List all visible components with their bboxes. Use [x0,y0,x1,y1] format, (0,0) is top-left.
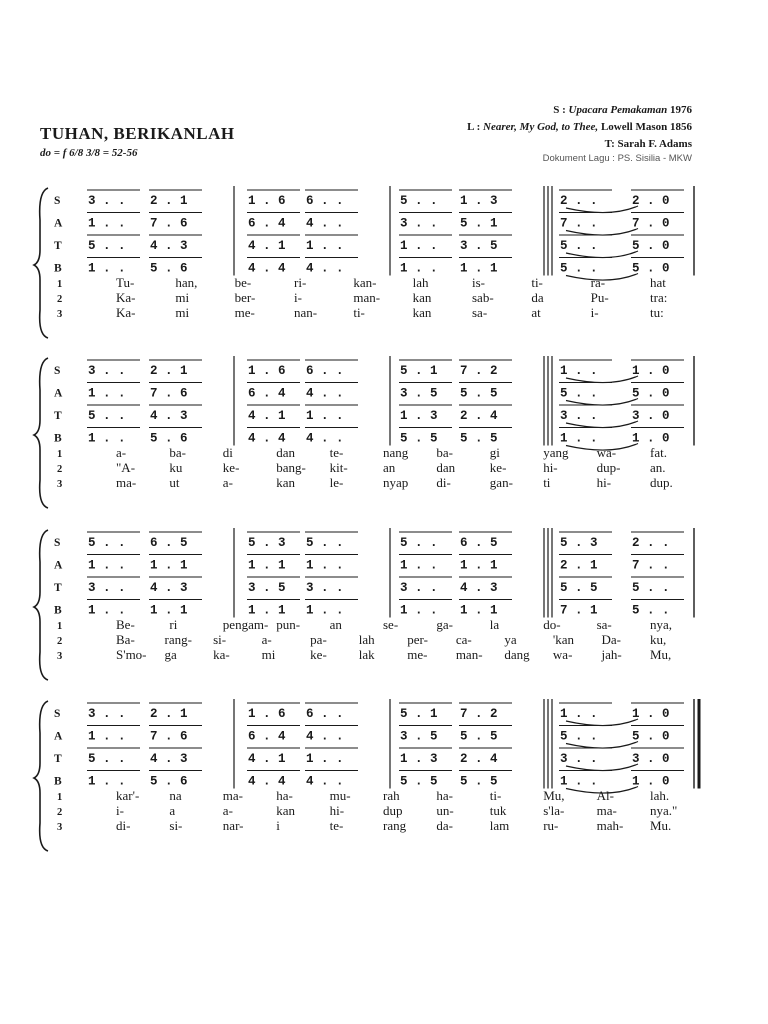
note-group: 2 . . [632,536,670,550]
lyric-syllable: mah- [596,818,624,833]
note-group: 3 . . [88,194,126,208]
note-group: 1 . 3 [400,409,438,423]
note-group: 5 . 6 [150,774,188,789]
note-group: 3 . 5 [248,581,286,595]
lyric-syllable: lak [358,647,375,662]
lyric-syllable: dang [504,647,530,662]
lyric-syllable: lah. [650,788,670,803]
note-group: 1 . . [560,364,598,378]
note-group: 3 . 5 [400,386,438,401]
note-group: 5 . 5 [460,431,498,446]
note-group: 3 . . [306,581,344,595]
lyric-syllable: ma- [116,475,137,490]
note-group: 1 . 1 [460,261,498,276]
lyric-syllable: la [489,617,500,632]
tempo-marking: do = f 6/8 3/8 = 52-56 [40,147,138,159]
verse-number: 3 [57,479,63,490]
note-group: 1 . 6 [248,364,286,378]
note-group: 4 . 3 [150,409,188,423]
lyric-syllable: kan- [353,275,377,290]
lyric-syllable: jah- [601,647,622,662]
lyric-syllable: ga- [436,617,454,632]
verse-number: 3 [57,822,63,833]
verse-number: 2 [57,636,63,647]
lyric-syllable: kan [276,475,295,490]
lyric-syllable: hi- [596,475,612,490]
lyric-syllable: i [276,818,280,833]
lyric-syllable: kit- [329,460,348,475]
note-group: 1 . . [560,774,598,789]
verse-number: 1 [57,449,63,460]
lyric-syllable: i- [294,290,302,305]
note-group: 2 . 1 [150,364,188,378]
note-group: 1 . . [306,558,344,573]
lyric-syllable: lah [358,632,375,647]
note-group: 4 . 1 [248,752,286,766]
lyric-syllable: Tu- [116,275,135,290]
lyric-syllable: ru- [543,818,559,833]
lyric-syllable: hi- [543,460,558,475]
note-group: 5 . 1 [400,364,438,378]
note-group: 1 . 0 [632,707,670,721]
note-group: 7 . 2 [460,707,498,721]
voice-label: S [54,537,61,549]
lyric-syllable: ber- [234,290,256,305]
note-group: 2 . 4 [460,409,498,423]
lyric-syllable: te- [329,818,344,833]
lyric-syllable: i- [590,305,599,320]
lyric-syllable: mi [175,305,190,320]
source-line: S : Upacara Pemakaman 1976 [553,104,692,116]
note-group: 1 . . [88,774,126,789]
lyric-syllable: ri- [294,275,307,290]
lyric-syllable: kar'- [116,788,140,803]
lyric-syllable: gi [489,445,500,460]
note-group: 4 . 4 [248,774,286,789]
voice-label: T [54,240,62,252]
note-group: 1 . . [88,386,126,401]
note-group: 1 . 1 [150,603,188,618]
lyric-syllable: s'la- [543,803,565,818]
lyric-syllable: ke- [222,460,240,475]
voice-label: S [54,708,61,720]
lyric-syllable: yang [543,445,569,460]
lyric-syllable: ga [164,647,177,662]
lyric-syllable: tuk [489,803,507,818]
lyric-syllable: 'kan [552,632,575,647]
note-group: 3 . . [400,216,438,231]
lyric-syllable: nar- [222,818,244,833]
lyric-syllable: ya [504,632,517,647]
note-group: 1 . . [88,216,126,231]
note-group: 3 . . [560,752,598,766]
note-group: 1 . 3 [460,194,498,208]
lyric-syllable: mu- [329,788,351,803]
lyric-syllable: Mu, [543,788,565,803]
note-group: 7 . 2 [460,364,498,378]
lyric-syllable: di- [116,818,131,833]
song-title: TUHAN, BERIKANLAH [40,124,235,143]
note-group: 1 . 1 [248,603,286,618]
note-group: 6 . 5 [460,536,498,550]
lyric-syllable: fat. [650,445,667,460]
note-group: 5 . . [560,239,598,253]
lyric-syllable: han, [175,275,198,290]
note-group: 2 . . [560,194,598,208]
lyric-syllable: ka- [213,647,230,662]
note-group: 3 . 0 [632,752,670,766]
note-group: 4 . . [306,774,344,789]
lyric-syllable: Mu, [650,647,672,662]
lyric-syllable: gan- [489,475,513,490]
note-group: 5 . 5 [400,774,438,789]
note-group: 7 . . [560,216,598,231]
note-group: 4 . . [306,386,344,401]
verse-number: 2 [57,807,63,818]
note-group: 5 . 5 [560,581,598,595]
lyric-syllable: per- [407,632,428,647]
note-group: 3 . . [88,364,126,378]
lyric-syllable: ma- [596,803,617,818]
lyric-syllable: dan [276,445,295,460]
note-group: 1 . 1 [460,603,498,618]
voice-label: A [54,559,63,572]
voice-label: S [54,365,61,377]
lyric-syllable: si- [213,632,227,647]
note-group: 3 . 0 [632,409,670,423]
lyric-syllable: do- [543,617,561,632]
voice-label: B [54,432,62,445]
lyric-syllable: te- [329,445,344,460]
voice-label: A [54,217,63,230]
voice-label: T [54,753,62,765]
note-group: 7 . 0 [632,216,670,231]
note-group: 1 . . [400,558,438,573]
note-group: 4 . 1 [248,409,286,423]
note-group: 3 . . [560,409,598,423]
note-group: 5 . . [560,729,598,744]
verse-number: 1 [57,621,63,632]
lyric-syllable: rang [383,818,407,833]
note-group: 5 . 5 [400,431,438,446]
note-group: 6 . 5 [150,536,188,550]
lyric-syllable: ku, [650,632,667,647]
note-group: 4 . . [306,261,344,276]
note-group: 4 . . [306,216,344,231]
note-group: 1 . . [306,239,344,253]
note-group: 1 . 0 [632,431,670,446]
note-group: 4 . . [306,729,344,744]
note-group: 5 . 0 [632,239,670,253]
lyric-syllable: pa- [310,632,327,647]
system-brace [34,701,48,851]
lyric-syllable: an [383,460,396,475]
lyric-syllable: hat [650,275,666,290]
note-group: 1 . . [306,409,344,423]
note-group: 1 . . [88,431,126,446]
lyric-syllable: mi [261,647,276,662]
note-group: 5 . 0 [632,261,670,276]
verse-number: 2 [57,294,63,305]
lyric-syllable: wa- [552,647,573,662]
system-brace [34,188,48,338]
lyric-syllable: di [222,445,233,460]
voice-label: B [54,775,62,788]
note-group: 7 . . [632,558,670,573]
lyric-syllable: ma- [222,788,244,803]
note-group: 4 . 3 [150,752,188,766]
note-group: 3 . 5 [400,729,438,744]
note-group: 1 . . [400,239,438,253]
note-group: 4 . 3 [150,581,188,595]
note-group: 7 . 6 [150,729,188,744]
note-group: 1 . . [400,261,438,276]
lyric-syllable: di- [436,475,451,490]
note-group: 6 . 4 [248,216,286,231]
lyric-syllable: man- [455,647,483,662]
lyric-syllable: bang- [276,460,306,475]
lyric-syllable: ri [169,617,178,632]
note-group: 1 . 0 [632,774,670,789]
voice-label: B [54,604,62,617]
note-group: 5 . . [88,752,126,766]
melody-line: L : Nearer, My God, to Thee, Lowell Mason 1856 [467,121,692,133]
lyric-syllable: nya." [650,803,678,818]
lyric-syllable: dup. [650,475,673,490]
note-group: 2 . 0 [632,194,670,208]
note-group: 1 . . [400,603,438,618]
lyric-syllable: nya, [650,617,673,632]
lyric-syllable: kan [412,305,432,320]
lyric-syllable: tra: [650,290,668,305]
voice-label: A [54,387,63,400]
lyric-syllable: pun- [276,617,301,632]
lyric-syllable: Mu. [650,818,672,833]
note-group: 2 . 1 [150,707,188,721]
note-group: 5 . . [560,386,598,401]
note-group: 5 . . [400,194,438,208]
lyric-syllable: se- [383,617,399,632]
lyric-syllable: rah [383,788,400,803]
note-group: 7 . 6 [150,386,188,401]
lyric-syllable: na [169,788,182,803]
voice-label: T [54,410,62,422]
lyric-syllable: ba- [436,445,454,460]
system-brace [34,358,48,508]
lyric-syllable: ba- [169,445,187,460]
note-group: 4 . 4 [248,431,286,446]
lyric-syllable: wa- [596,445,617,460]
lyric-syllable: ti- [353,305,365,320]
lyric-syllable: da- [436,818,454,833]
lyric-syllable: le- [329,475,344,490]
lyric-syllable: be- [234,275,252,290]
verse-number: 3 [57,651,63,662]
note-group: 5 . . [400,536,438,550]
note-group: 1 . . [88,729,126,744]
note-group: 1 . 1 [248,558,286,573]
lyric-syllable: a- [116,445,127,460]
lyric-syllable: Ka- [116,290,136,305]
note-group: 1 . . [88,261,126,276]
note-group: 5 . . [88,536,126,550]
lyric-syllable: lah [412,275,429,290]
lyric-syllable: hi- [329,803,345,818]
lyric-syllable: dan [436,460,456,475]
lyric-syllable: ra- [590,275,606,290]
voice-label: S [54,195,61,207]
lyric-syllable: me- [234,305,255,320]
note-group: 1 . . [88,558,126,573]
note-group: 5 . . [88,239,126,253]
lyric-syllable: a [169,803,176,818]
lyric-syllable: ha- [276,788,293,803]
lyric-syllable: ke- [310,647,327,662]
lyric-syllable: ti- [489,788,502,803]
note-group: 5 . 1 [400,707,438,721]
lyric-syllable: si- [169,818,183,833]
lyric-syllable: man- [353,290,381,305]
lyric-syllable: ca- [455,632,472,647]
note-group: 5 . 1 [460,216,498,231]
lyric-syllable: ti [543,475,551,490]
note-group: 3 . . [400,581,438,595]
lyric-syllable: Ka- [116,305,136,320]
verse-number: 3 [57,309,63,320]
note-group: 6 . 4 [248,729,286,744]
verse-number: 2 [57,464,63,475]
lyric-syllable: a- [222,803,233,818]
note-group: 5 . . [88,409,126,423]
verse-number: 1 [57,792,63,803]
note-group: 1 . 1 [150,558,188,573]
document-note: Dokument Lagu : PS. Sisilia - MKW [542,153,692,164]
lyric-syllable: mi [175,290,190,305]
note-group: 5 . . [632,581,670,595]
note-group: 1 . 0 [632,364,670,378]
lyric-syllable: ku [169,460,183,475]
note-group: 2 . 1 [560,558,598,573]
lyric-syllable: an. [650,460,666,475]
lyric-syllable: pengam- [222,617,269,632]
lyric-syllable: sa- [596,617,612,632]
lyric-syllable: un- [436,803,454,818]
lyric-syllable: at [531,305,541,320]
note-group: 2 . 4 [460,752,498,766]
lyric-syllable: sab- [472,290,494,305]
note-group: 7 . 6 [150,216,188,231]
note-group: 5 . 3 [248,536,286,550]
lyric-syllable: dup- [596,460,621,475]
note-group: 1 . . [560,707,598,721]
note-group: 1 . 3 [400,752,438,766]
note-group: 5 . 5 [460,729,498,744]
note-group: 3 . 5 [460,239,498,253]
lyric-syllable: tu: [650,305,664,320]
voice-label: B [54,262,62,275]
note-group: 5 . . [560,261,598,276]
lyric-syllable: Ba- [116,632,135,647]
voice-label: A [54,730,63,743]
lyric-syllable: ke- [489,460,507,475]
note-group: 6 . . [306,194,344,208]
lyric-syllable: me- [407,647,428,662]
lyric-syllable: nyap [383,475,409,490]
note-group: 3 . . [88,707,126,721]
note-group: 1 . 6 [248,707,286,721]
lyric-syllable: kan [276,803,295,818]
note-group: 1 . 6 [248,194,286,208]
lyric-syllable: i- [116,803,124,818]
lyric-syllable: nang [383,445,409,460]
lyric-syllable: Be- [116,617,135,632]
note-group: 5 . . [306,536,344,550]
lyric-syllable: sa- [472,305,488,320]
note-group: 1 . . [88,603,126,618]
note-group: 1 . . [306,603,344,618]
lyric-syllable: rang- [164,632,192,647]
note-group: 1 . . [306,752,344,766]
note-group: 5 . 0 [632,386,670,401]
lyric-syllable: Pu- [590,290,609,305]
text-author-line: T: Sarah F. Adams [604,138,692,150]
note-group: 4 . . [306,431,344,446]
lyric-syllable: nan- [294,305,318,320]
note-group: 5 . . [632,603,670,618]
note-group: 4 . 3 [150,239,188,253]
lyric-syllable: kan [412,290,432,305]
lyric-syllable: "A- [116,460,136,475]
lyric-syllable: da [531,290,544,305]
note-group: 1 . . [560,431,598,446]
note-group: 6 . 4 [248,386,286,401]
note-group: 5 . 0 [632,729,670,744]
lyric-syllable: ti- [531,275,543,290]
lyric-syllable: an [329,617,342,632]
system-brace [34,530,48,680]
note-group: 5 . 5 [460,774,498,789]
lyric-syllable: S'mo- [116,647,147,662]
note-group: 6 . . [306,364,344,378]
lyric-syllable: a- [261,632,272,647]
voice-label: T [54,582,62,594]
note-group: 5 . 6 [150,431,188,446]
note-group: 3 . . [88,581,126,595]
verse-number: 1 [57,279,63,290]
lyric-syllable: lam [489,818,510,833]
lyric-syllable: dup [383,803,403,818]
note-group: 4 . 1 [248,239,286,253]
note-group: 1 . 1 [460,558,498,573]
note-group: 5 . 6 [150,261,188,276]
note-group: 4 . 3 [460,581,498,595]
lyric-syllable: Da- [601,632,621,647]
lyric-syllable: Al- [596,788,614,803]
lyric-syllable: ut [169,475,180,490]
note-group: 7 . 1 [560,603,598,618]
note-group: 5 . 5 [460,386,498,401]
note-group: 2 . 1 [150,194,188,208]
note-group: 6 . . [306,707,344,721]
note-group: 4 . 4 [248,261,286,276]
lyric-syllable: a- [222,475,233,490]
lyric-syllable: is- [472,275,485,290]
note-group: 5 . 3 [560,536,598,550]
lyric-syllable: ha- [436,788,454,803]
